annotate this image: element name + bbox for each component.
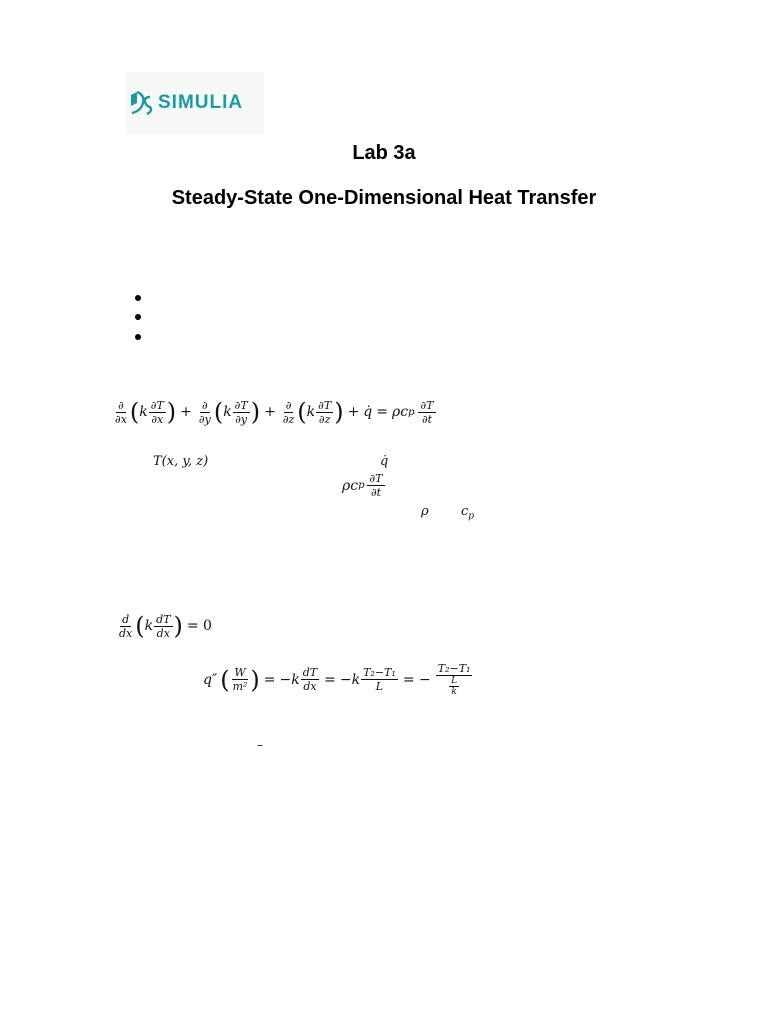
simulia-logo bbox=[126, 72, 264, 134]
dash-mark: – bbox=[257, 738, 263, 752]
ds-logo-icon bbox=[128, 89, 154, 117]
lab-title: Lab 3a bbox=[352, 142, 416, 164]
one-dimensional-equation: $\frac{d}{dx}$ ( k $\frac{dT}{dx}$ ) = 0 bbox=[119, 612, 212, 640]
temperature-field-symbol: T(x, y, z) bbox=[153, 454, 209, 469]
bullet-point bbox=[135, 295, 141, 301]
heat-generation-symbol: q̇ bbox=[380, 454, 389, 469]
logo-text: SIMULIA bbox=[158, 92, 244, 113]
heat-flux-equation: q″ ( $\frac{W}{\text{m²}}$ ) = −k $\frac{dT}{dx}$ = −k $\frac{\text{T₂−T₁}}{L}$ = − $\frac{\text{T₂−T₁}}{\frac{L}{k}}$ bbox=[203, 662, 471, 697]
bullet-point bbox=[135, 314, 141, 320]
energy-storage-term: ρc p $\frac{\partial T}{\partial t}$ bbox=[342, 472, 383, 499]
heat-equation: $\frac{\partial}{\partial x}$ ( k $\frac{\partial T}{\partial x}$ ) + $\frac{\partial}{\partial y}$ ( k $\frac{\partial T}{\partial y}$ ) + $\frac{\partial}{\partial z}$ ( k $\frac{\partial T}{\partial z}$ ) + q̇ = ρc p $\frac{\partial T}{\partial t}$ bbox=[115, 398, 434, 426]
page-title: Steady-State One-Dimensional Heat Transfer bbox=[171, 187, 597, 209]
bullet-point bbox=[135, 334, 141, 340]
density-symbol: ρ bbox=[421, 504, 429, 519]
specific-heat-symbol: $c_p$ bbox=[461, 504, 475, 522]
